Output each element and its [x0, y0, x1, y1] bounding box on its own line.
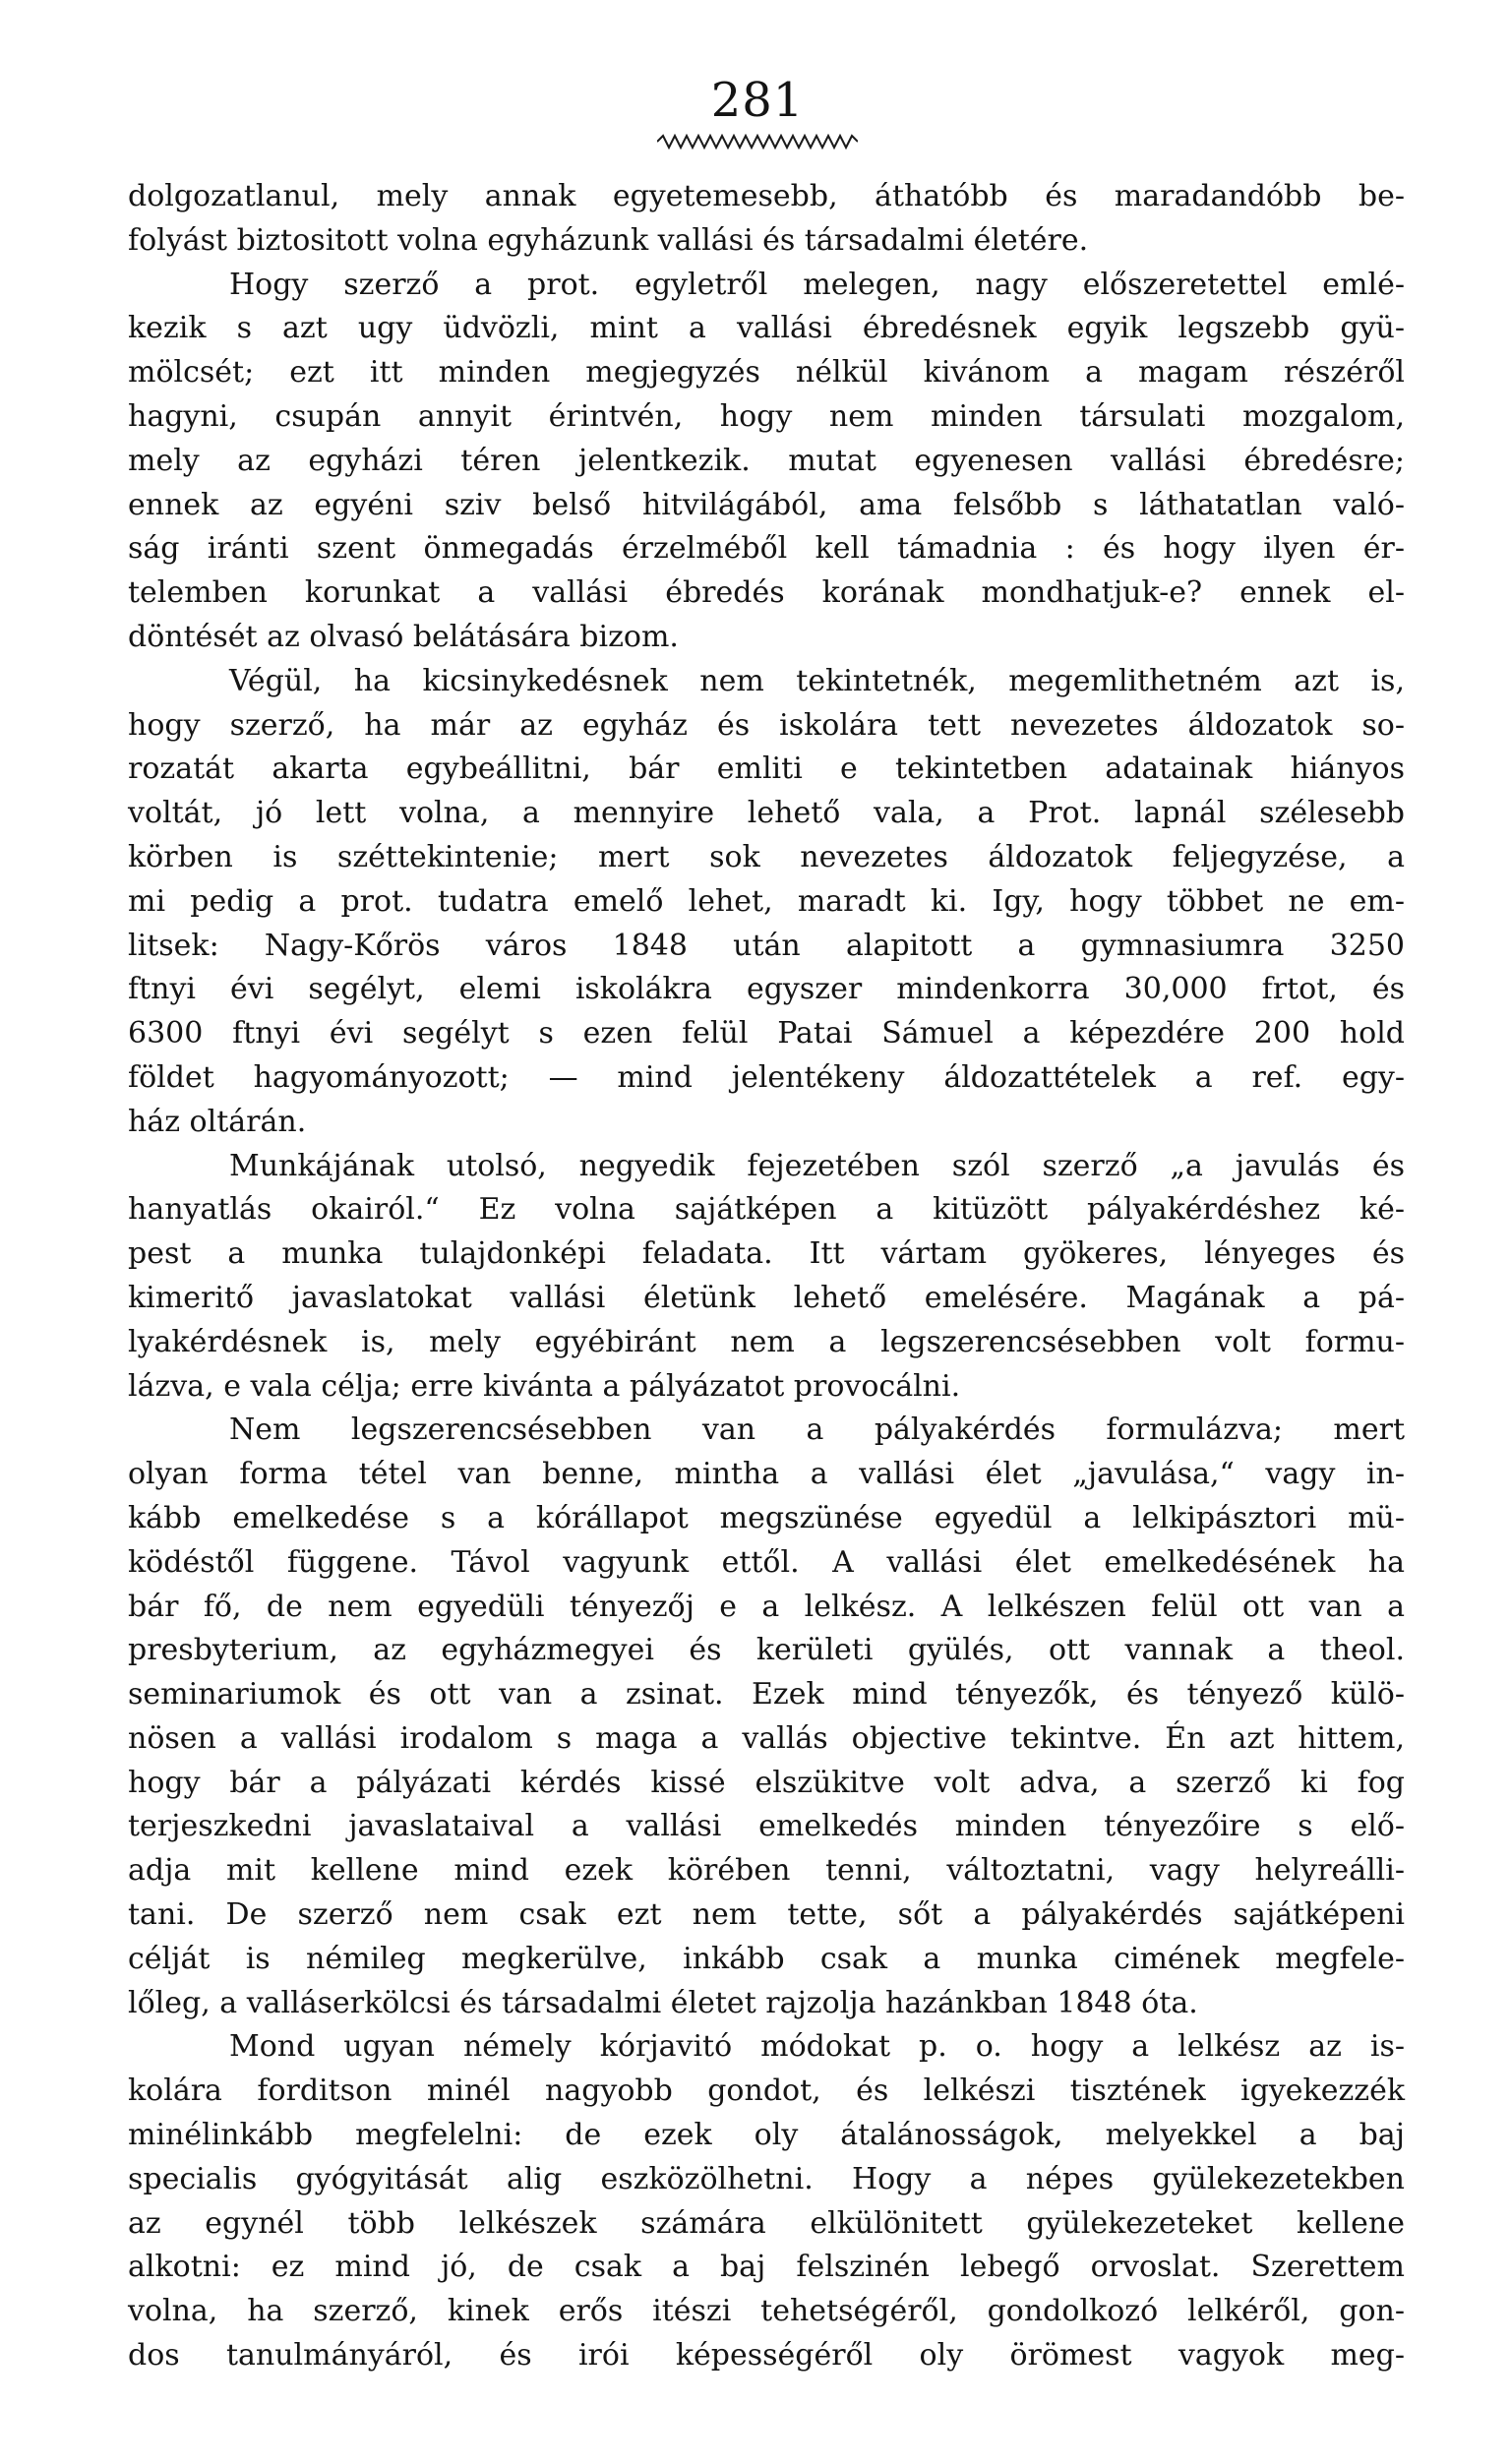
page-header [0, 73, 1510, 161]
text-line: az egynél több lelkészek számára elkülönitett gyülekezeteket kellene [128, 2205, 1405, 2241]
text-line: olyan forma tétel van benne, mintha a vallási élet „javulása,“ vagy in- [128, 1457, 1405, 1492]
zigzag-rule-ornament [657, 134, 858, 150]
text-line: folyást biztositott volna egyházunk vallási és társadalmi életére. [128, 222, 1089, 258]
text-line: ködéstől függene. Távol vagyunk ettől. A vallási élet emelkedésének ha [128, 1544, 1405, 1580]
text-line: dolgozatlanul, mely annak egyetemesebb, áthatóbb és maradandóbb be- [128, 179, 1405, 213]
text-line: ennek az egyéni sziv belső hitvilágából, ama felsőbb s láthatatlan való- [128, 487, 1405, 522]
text-line: tani. De szerző nem csak ezt nem tette, sőt a pályakérdés sajátképeni [128, 1897, 1405, 1933]
text-line: pest a munka tulajdonképi feladata. Itt vártam gyökeres, lényeges és [128, 1236, 1405, 1272]
text-line: alkotni: ez mind jó, de csak a baj felszinén lebegő orvoslat. Szerettem [128, 2250, 1405, 2285]
text-line: adja mit kellene mind ezek körében tenni, változtatni, vagy helyreálli- [128, 1853, 1405, 1889]
text-line: Nem legszerencsésebben van a pályakérdés formulázva; mert [229, 1412, 1405, 1448]
text-line: földet hagyományozott; — mind jelentékeny áldozattételek a ref. egy- [128, 1059, 1405, 1095]
text-line: döntését az olvasó belátására bizom. [128, 619, 679, 654]
text-line: Mond ugyan némely kórjavitó módokat p. o. hogy a lelkész az is- [229, 2029, 1405, 2065]
text-line: kezik s azt ugy üdvözli, mint a vallási ébredésnek egyik legszebb gyü- [128, 311, 1405, 346]
text-line: hagyni, csupán annyit érintvén, hogy nem minden társulati mozgalom, [128, 398, 1405, 434]
text-line: célját is némileg megkerülve, inkább csak a munka cimének megfele- [128, 1941, 1405, 1976]
text-line: mölcsét; ezt itt minden megjegyzés nélkül kivánom a magam részéről [128, 355, 1405, 391]
text-line: ftnyi évi segélyt, elemi iskolákra egyszer mindenkorra 30,000 frtot, és [128, 972, 1405, 1007]
text-line: presbyterium, az egyházmegyei és kerületi gyülés, ott vannak a theol. [128, 1633, 1405, 1668]
text-line: kább emelkedése s a kórállapot megszünése egyedül a lelkipásztori mü- [128, 1500, 1405, 1535]
text-line: lyakérdésnek is, mely egyébiránt nem a legszerencsésebben volt formu- [128, 1324, 1405, 1359]
text-line: kolára forditson minél nagyobb gondot, és lelkészi tisztének igyekezzék [128, 2073, 1405, 2109]
text-line: körben is széttekintenie; mert sok nevezetes áldozatok feljegyzése, a [128, 839, 1405, 874]
text-line: mi pedig a prot. tudatra emelő lehet, maradt ki. Igy, hogy többet ne em- [128, 883, 1405, 919]
text-line: seminariumok és ott van a zsinat. Ezek mind tényezők, és tényező külö- [128, 1677, 1405, 1713]
text-line: kimeritő javaslatokat vallási életünk lehető emelésére. Magának a pá- [128, 1280, 1405, 1315]
text-line: bár fő, de nem egyedüli tényezőj e a lelkész. A lelkészen felül ott van a [128, 1589, 1405, 1624]
text-line: nösen a vallási irodalom s maga a vallás objective tekintve. Én azt hittem, [128, 1720, 1405, 1756]
text-line: Hogy szerző a prot. egyletről melegen, nagy előszeretettel emlé- [229, 267, 1405, 302]
text-line: dos tanulmányáról, és irói képességéről oly örömest vagyok meg- [128, 2338, 1405, 2374]
text-line: specialis gyógyitását alig eszközölhetni. Hogy a népes gyülekezetekben [128, 2161, 1405, 2196]
text-line: 6300 ftnyi évi segélyt s ezen felül Patai Sámuel a képezdére 200 hold [128, 1016, 1405, 1052]
text-line: ság iránti szent önmegadás érzelméből kell támadnia : és hogy ilyen ér- [128, 531, 1405, 567]
text-line: litsek: Nagy-Kőrös város 1848 után alapitott a gymnasiumra 3250 [128, 928, 1405, 963]
text-line: lőleg, a valláserkölcsi és társadalmi életet rajzolja hazánkban 1848 óta. [128, 1985, 1198, 2020]
text-line: mely az egyházi téren jelentkezik. mutat egyenesen vallási ébredésre; [128, 443, 1405, 478]
text-line: hanyatlás okairól.“ Ez volna sajátképen a kitüzött pályakérdéshez ké- [128, 1192, 1405, 1228]
page-number: 281 [710, 73, 805, 128]
text-line: voltát, jó lett volna, a mennyire lehető vala, a Prot. lapnál szélesebb [128, 796, 1405, 831]
text-line: ház oltárán. [128, 1104, 307, 1139]
text-line: rozatát akarta egybeállitni, bár emliti e tekintetben adatainak hiányos [128, 751, 1405, 787]
text-line: minélinkább megfelelni: de ezek oly átalánosságok, melyekkel a baj [128, 2118, 1405, 2153]
text-line: telemben korunkat a vallási ébredés korának mondhatjuk-e? ennek el- [128, 575, 1405, 611]
text-line: lázva, e vala célja; erre kivánta a pályázatot provocálni. [128, 1368, 961, 1404]
text-line: terjeszkedni javaslataival a vallási emelkedés minden tényezőire s elő- [128, 1809, 1405, 1844]
text-line: Munkájának utolsó, negyedik fejezetében szól szerző „a javulás és [229, 1148, 1405, 1183]
text-line: hogy bár a pályázati kérdés kissé elszükitve volt adva, a szerző ki fog [128, 1765, 1405, 1800]
text-line: volna, ha szerző, kinek erős itészi tehetségéről, gondolkozó lelkéről, gon- [128, 2294, 1405, 2329]
body-text [128, 175, 1405, 2378]
text-line: hogy szerző, ha már az egyház és iskolára tett nevezetes áldozatok so- [128, 707, 1405, 743]
text-line: Végül, ha kicsinykedésnek nem tekintetnék, megemlithetném azt is, [229, 663, 1405, 698]
